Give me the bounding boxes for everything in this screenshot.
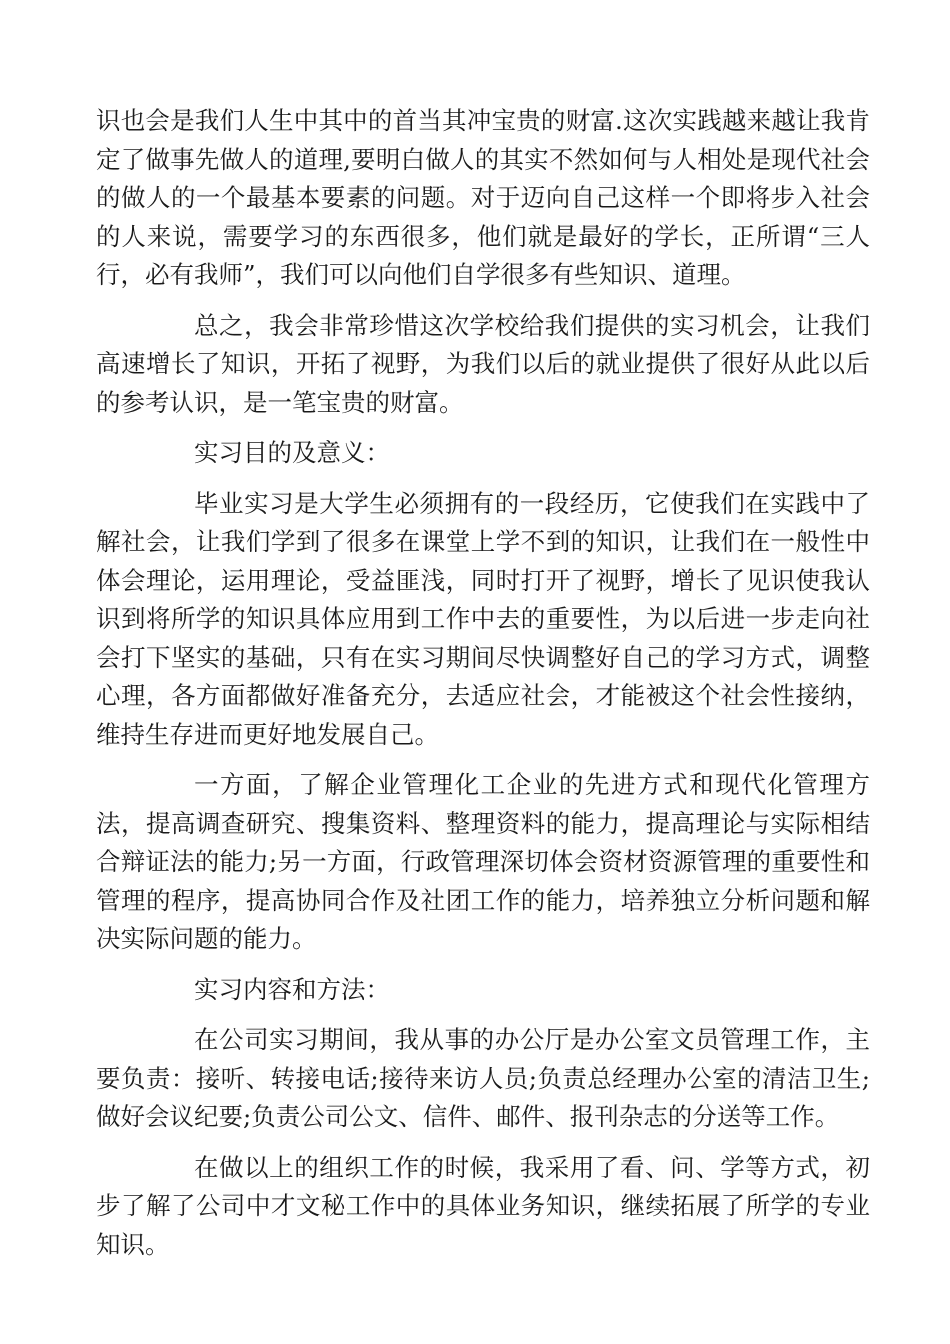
paragraph-duties: 在公司实习期间，我从事的办公厅是办公室文员管理工作，主要负责：接听、转接电话;接待来访人员;负责总经理办公室的清洁卫生;做好会议纪要;负责公司公文、信件、邮件、报刊杂志的分送等工作。 (96, 1025, 870, 1131)
section-heading-content: 实习内容和方法： (194, 974, 390, 1004)
section-heading-purpose: 实习目的及意义： (194, 438, 390, 467)
document-body (96, 102, 870, 1276)
paragraph-summary: 总之，我会非常珍惜这次学校给我们提供的实习机会，让我们高速增长了知识，开拓了视野，为我们以后的就业提供了很好从此以后的参考认识，是一笔宝贵的财富。 (96, 310, 870, 417)
paragraph-purpose: 毕业实习是大学生必须拥有的一段经历，它使我们在实践中了解社会，让我们学到了很多在课堂上学不到的知识，让我们在一般性中体会理论，运用理论，受益匪浅，同时打开了视野，增长了见识使我认识到将所学的知识具体应用到工作中去的重要性，为以后进一步走向社会打下坚实的基础，只有在实习期间尽快调整好自己的学习方式，调整心理，各方面都做好准备充分，去适应社会，才能被这个社会性接纳，维持生存进而更好地发展自己。 (96, 488, 870, 749)
paragraph-aspects: 一方面，了解企业管理化工企业的先进方式和现代化管理方法，提高调查研究、搜集资料、整理资料的能力，提高理论与实际相结合辩证法的能力;另一方面，行政管理深切体会资材资源管理的重要性和管理的程序，提高协同合作及社团工作的能力，培养独立分析问题和解决实际问题的能力。 (96, 770, 870, 953)
paragraph-continued: 识也会是我们人生中其中的首当其冲宝贵的财富.这次实践越来越让我肯定了做事先做人的道理,要明白做人的其实不然如何与人相处是现代社会的做人的一个最基本要素的问题。对于迈向自己这样一个即将步入社会的人来说，需要学习的东西很多，他们就是最好的学长，正所谓“三人行，必有我师”，我们可以向他们自学很多有些知识、道理。 (96, 106, 870, 289)
paragraph-methods: 在做以上的组织工作的时候，我采用了看、问、学等方式，初步了解了公司中才文秘工作中的具体业务知识，继续拓展了所学的专业知识。 (96, 1152, 870, 1259)
